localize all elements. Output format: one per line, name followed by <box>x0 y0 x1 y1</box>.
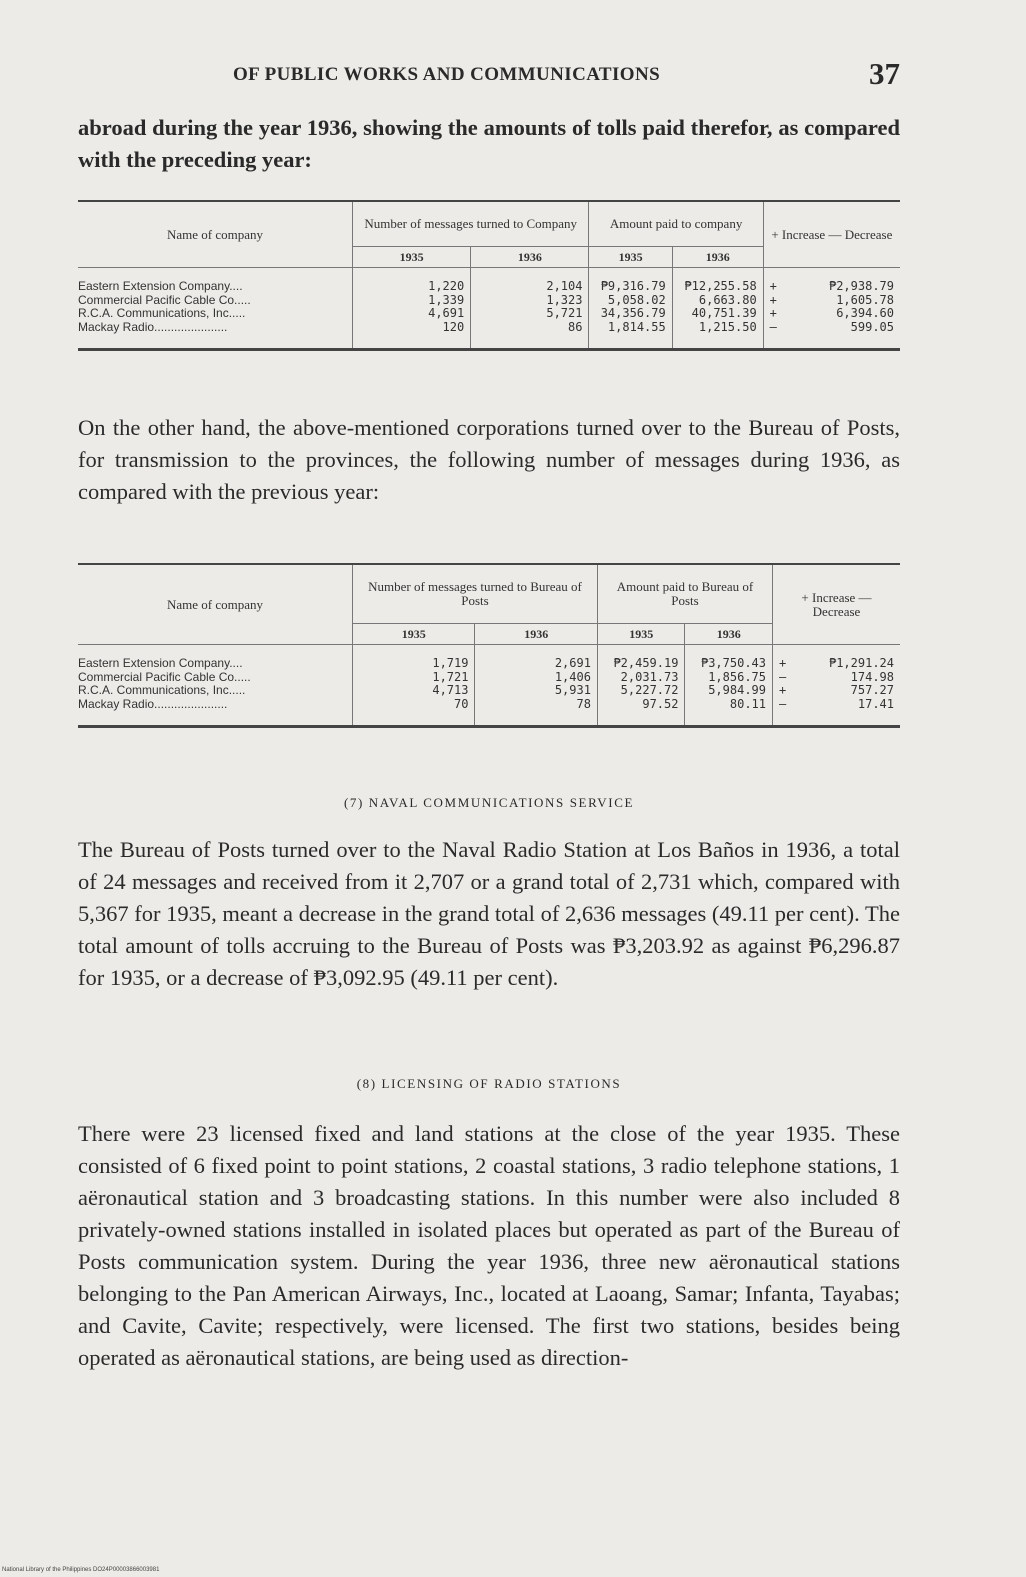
change-sign: + <box>763 307 784 321</box>
amount-1935: 5,227.72 <box>597 684 685 698</box>
messages-1935: 70 <box>353 698 475 727</box>
amount-1936: 1,215.50 <box>672 321 763 350</box>
messages-1936: 1,323 <box>471 294 589 308</box>
messages-1935: 120 <box>353 321 471 350</box>
amount-1936: 6,663.80 <box>672 294 763 308</box>
change-sign: + <box>773 645 794 671</box>
naval-paragraph: The Bureau of Posts turned over to the Naval Radio Station at Los Baños in 1936, a total of 24 messages and received from it 2,707 or a grand total of 2,731 which, compared with 5,367 for 1935, meant a decrease in the grand total of 2,636 messages (49.11 per cent). The total amount of tolls accruing to the Bureau of Posts was ₱3,203.92 as against ₱6,296.87 for 1935, or a decrease of ₱3,092.95 (49.11 per cent). <box>78 837 900 990</box>
amount-1936: 5,984.99 <box>685 684 773 698</box>
change-amount: 17.41 <box>857 696 894 711</box>
messages-1935: 1,719 <box>353 645 475 671</box>
col-header-amount: Amount paid to Bureau of Posts <box>597 564 772 624</box>
tolls-table <box>78 200 900 351</box>
licensing-paragraph: There were 23 licensed fixed and land stations at the close of the year 1935. These consisted of 6 fixed point to point stations, 2 coastal stations, 3 radio telephone stations, 1 aëronautical station and 3 broadcasting stations. In this number were also included 8 privately-owned stations installed in isolated places but operated as part of the Bureau of Posts communication system. During the year 1936, three new aëronautical stations belonging to the Pan American Airways, Inc., located at Laoang, Samar; Infanta, Tayabas; and Cavite, Cavite; respectively, were licensed. The first two stations, besides being operated as aëronautical stations, are being used as direction- <box>78 1121 900 1370</box>
change-amount: 599.05 <box>850 319 894 334</box>
amount-1935: 2,031.73 <box>597 671 685 685</box>
change-sign: — <box>773 671 794 685</box>
running-title: OF PUBLIC WORKS AND COMMUNICATIONS <box>233 64 661 85</box>
col-header-year: 1936 <box>475 624 597 645</box>
col-header-messages: Number of messages turned to Bureau of Posts <box>353 564 598 624</box>
col-header-year: 1935 <box>589 247 672 268</box>
messages-1935: 1,339 <box>353 294 471 308</box>
col-header-year: 1935 <box>597 624 685 645</box>
change-amount: 1,605.78 <box>836 292 894 307</box>
amount-1936: 80.11 <box>685 698 773 727</box>
company-name: R.C.A. Communications, Inc..... <box>78 683 246 697</box>
table-row <box>78 294 900 308</box>
table-row <box>78 268 900 294</box>
amount-1935: ₱2,459.19 <box>597 645 685 671</box>
bureau-table <box>78 563 900 728</box>
col-header-year: 1936 <box>672 247 763 268</box>
col-header-year: 1936 <box>685 624 773 645</box>
company-name: Eastern Extension Company.... <box>78 656 243 670</box>
table-row <box>78 684 900 698</box>
change-sign: + <box>773 684 794 698</box>
company-name: Mackay Radio...................... <box>78 319 228 334</box>
amount-1935: ₱9,316.79 <box>589 268 672 294</box>
section-heading-licensing: (8) LICENSING OF RADIO STATIONS <box>356 1076 622 1091</box>
table-row <box>78 671 900 685</box>
change-sign: — <box>763 321 784 350</box>
table-tolls-paid <box>78 200 900 351</box>
amount-1936: 40,751.39 <box>672 307 763 321</box>
table-row <box>78 321 900 350</box>
second-paragraph: On the other hand, the above-mentioned corporations turned over to the Bureau of Posts, for transmission to the provinces, the following number of messages during 1936, as compared with the previous year: <box>78 415 900 504</box>
col-header-name: Name of company <box>78 564 353 645</box>
messages-1935: 4,713 <box>353 684 475 698</box>
change-amount: ₱1,291.24 <box>828 656 894 670</box>
messages-1936: 2,691 <box>475 645 597 671</box>
running-header <box>78 56 900 94</box>
col-header-change: + Increase — Decrease <box>773 564 901 645</box>
table-bureau-of-posts <box>78 563 900 728</box>
col-header-year: 1935 <box>353 624 475 645</box>
messages-1935: 1,721 <box>353 671 475 685</box>
col-header-year: 1935 <box>353 247 471 268</box>
messages-1936: 1,406 <box>475 671 597 685</box>
change-sign: + <box>763 268 784 294</box>
amount-1936: ₱12,255.58 <box>672 268 763 294</box>
change-amount: 6,394.60 <box>836 306 894 320</box>
intro-paragraph: abroad during the year 1936, showing the amounts of tolls paid therefor, as compared with the preceding year: <box>78 115 900 172</box>
amount-1935: 5,058.02 <box>589 294 672 308</box>
change-sign: — <box>773 698 794 727</box>
change-amount: ₱2,938.79 <box>828 279 894 293</box>
page-number: 37 <box>869 56 900 91</box>
messages-1935: 4,691 <box>353 307 471 321</box>
messages-1936: 78 <box>475 698 597 727</box>
amount-1935: 1,814.55 <box>589 321 672 350</box>
messages-1936: 5,931 <box>475 684 597 698</box>
company-name: Eastern Extension Company.... <box>78 279 243 293</box>
col-header-year: 1936 <box>471 247 589 268</box>
table-row <box>78 307 900 321</box>
amount-1936: 1,856.75 <box>685 671 773 685</box>
change-sign: + <box>763 294 784 308</box>
table-row <box>78 645 900 671</box>
messages-1936: 86 <box>471 321 589 350</box>
col-header-name: Name of company <box>78 201 353 268</box>
amount-1935: 34,356.79 <box>589 307 672 321</box>
messages-1936: 2,104 <box>471 268 589 294</box>
company-name: Commercial Pacific Cable Co..... <box>78 669 251 684</box>
table-row <box>78 698 900 727</box>
company-name: R.C.A. Communications, Inc..... <box>78 306 246 320</box>
messages-1936: 5,721 <box>471 307 589 321</box>
section-heading-naval: (7) NAVAL COMMUNICATIONS SERVICE <box>343 795 635 810</box>
col-header-messages: Number of messages turned to Company <box>353 201 589 247</box>
library-footer-note: National Library of the Philippines DO24P00003866003981 <box>2 1567 160 1573</box>
company-name: Mackay Radio...................... <box>78 696 228 711</box>
col-header-amount: Amount paid to company <box>589 201 763 247</box>
amount-1935: 97.52 <box>597 698 685 727</box>
messages-1935: 1,220 <box>353 268 471 294</box>
change-amount: 757.27 <box>850 683 894 697</box>
col-header-change: + Increase — Decrease <box>763 201 900 268</box>
change-amount: 174.98 <box>850 669 894 684</box>
amount-1936: ₱3,750.43 <box>685 645 773 671</box>
company-name: Commercial Pacific Cable Co..... <box>78 292 251 307</box>
